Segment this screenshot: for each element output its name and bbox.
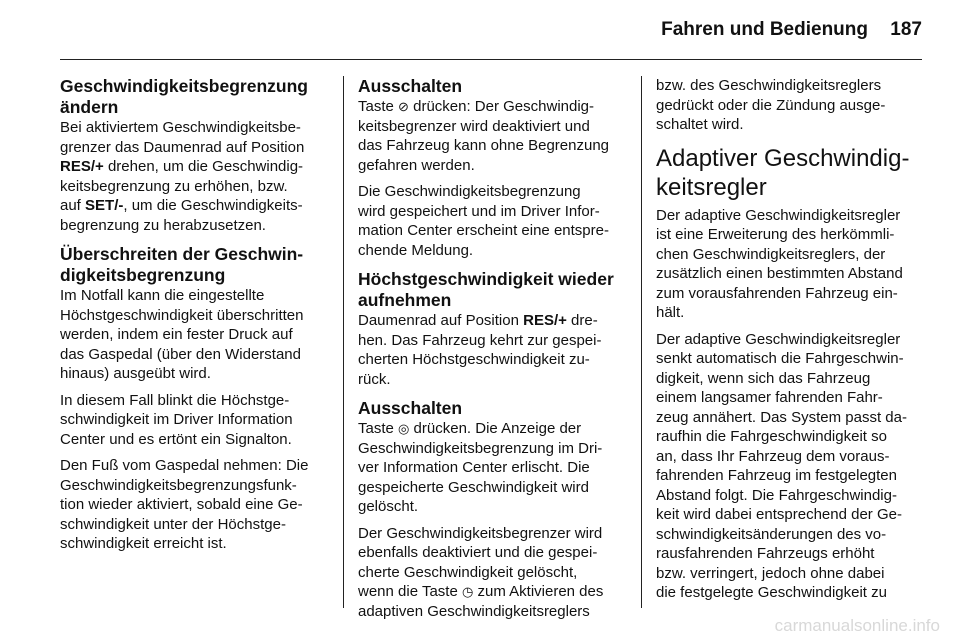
paragraph: Den Fuß vom Gaspedal nehmen: Die Geschwindigkeitsbegrenzungsfunk- tion wieder aktiviert, sobald eine Ge- schwindigkeit unter der Höchstge- schwindigkeit erreicht ist.: [60, 457, 309, 552]
paragraph: bzw. des Geschwindigkeitsreglers gedrückt oder die Zündung ausge- schaltet wird.: [656, 77, 886, 133]
keyword-res: RES/+: [523, 312, 567, 329]
paragraph: Bei aktiviertem Geschwindigkeitsbe- grenzer das Daumenrad auf Position RES/+ drehen, um die Geschwindig- keitsbegrenzung zu erhöhen, bzw. auf SET/-, um die Geschwindigkeits- begrenzung zu herabzusetzen.: [60, 119, 305, 234]
paragraph: Der adaptive Geschwindigkeitsregler ist eine Erweiterung des herkömmli- chen Geschwindigkeitsreglers, der zusätzlich einen bestimmten Abstand zum vorausfahrenden Fahrzeug ein- hält.: [656, 206, 903, 321]
adaptive-cruise-icon: ◷: [461, 584, 474, 599]
column-2: [358, 76, 626, 621]
watermark: carmanualsonline.info: [774, 616, 940, 635]
paragraph: Daumenrad auf Position RES/+ dre- hen. Das Fahrzeug kehrt zur gespei- cherten Höchstgeschwindigkeit zu- rück.: [358, 312, 602, 388]
column-1: [60, 76, 328, 554]
paragraph: Die Geschwindigkeitsbegrenzung wird gespeichert und im Driver Infor- mation Center erscheint eine entspre- chende Meldung.: [358, 183, 609, 259]
page-number: 187: [890, 19, 922, 40]
cruise-control-icon: ◎: [398, 421, 410, 436]
section-heading: Ausschalten: [358, 398, 463, 418]
section-heading: Überschreiten der Geschwin- digkeitsbegrenzung: [60, 244, 304, 285]
paragraph: In diesem Fall blinkt die Höchstge- schwindigkeit im Driver Information Center und es ertönt ein Signalton.: [60, 391, 293, 448]
column-3: [656, 76, 924, 603]
column-divider: [343, 76, 344, 608]
keyword-res: RES/+: [60, 158, 104, 175]
paragraph: Taste ◎ drücken. Die Anzeige der Geschwindigkeitsbegrenzung im Dri- ver Information Center erlischt. Die gespeicherte Geschwindigkeit wird gelöscht.: [358, 420, 603, 515]
page-header: [0, 0, 960, 60]
speed-limiter-cancel-icon: ⊘: [398, 99, 409, 114]
section-heading: Höchstgeschwindigkeit wieder aufnehmen: [358, 269, 614, 310]
section-heading: Ausschalten: [358, 76, 463, 96]
header-rule: [60, 59, 922, 60]
keyword-set: SET/-: [85, 197, 124, 214]
paragraph: Der Geschwindigkeitsbegrenzer wird ebenfalls deaktiviert und die gespei- cherte Geschwindigkeit gelöscht, wenn die Taste ◷ zum Aktivieren des adaptiven Geschwindigkeitsreglers: [358, 524, 604, 620]
header-title: Fahren und Bedienung: [661, 19, 868, 40]
chapter-heading: Adaptiver Geschwindig- keitsregler: [656, 144, 910, 201]
column-divider: [641, 76, 642, 608]
section-heading: Geschwindigkeitsbegrenzung ändern: [60, 76, 308, 117]
paragraph: Der adaptive Geschwindigkeitsregler senkt automatisch die Fahrgeschwin- digkeit, wenn sich das Fahrzeug einem langsamer fahrenden Fahr- zeug annähert. Das System passt da- raufhin die Fahrgeschwindigkeit so an, dass Ihr Fahrzeug dem voraus- fahrenden Fahrzeug im festgelegten Abstand folgt. Die Fahrgeschwindig- keit wird dabei entsprechend der Ge- schwindigkeitsänderungen des vo- rausfahrenden Fahrzeugs erhöht bzw. verringert, jedoch ohne dabei die festgelegte Geschwindigkeit zu: [656, 330, 907, 601]
paragraph: Im Notfall kann die eingestellte Höchstgeschwindigkeit überschritten werden, indem ein fester Druck auf das Gaspedal (über den Widerstand hinaus) ausgeübt wird.: [60, 287, 304, 382]
paragraph: Taste ⊘ drücken: Der Geschwindig- keitsbegrenzer wird deaktiviert und das Fahrzeug kann ohne Begrenzung gefahren werden.: [358, 98, 610, 174]
